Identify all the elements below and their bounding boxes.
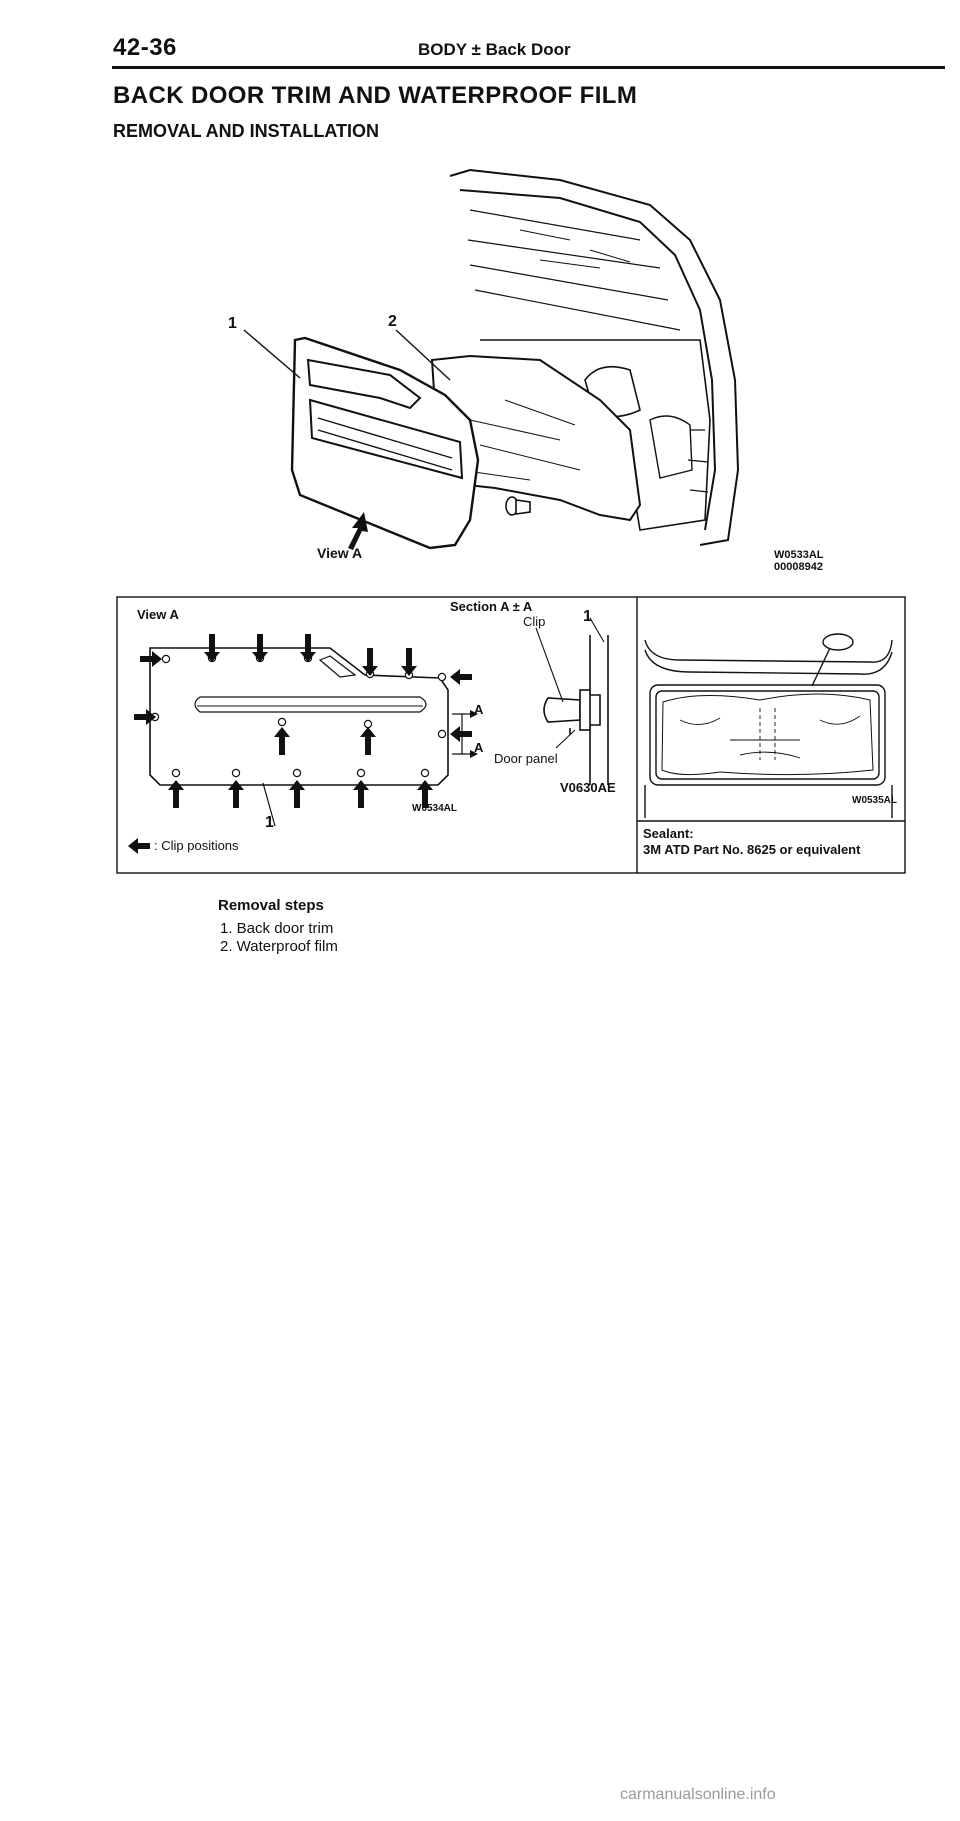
page-title: BACK DOOR TRIM AND WATERPROOF FILM (113, 82, 638, 109)
view-code: W0534AL (412, 803, 458, 814)
callout-1-view: 1 (265, 814, 274, 831)
view-a-label: View A (317, 545, 363, 561)
section-code: V0630AE (560, 780, 616, 795)
clip-label: Clip (523, 614, 546, 629)
removal-step: 1. Back door trim (220, 920, 334, 937)
section-a-a-label: Section A ± A (450, 599, 533, 614)
detail-view-a-label: View A (137, 607, 179, 622)
page-subtitle: REMOVAL AND INSTALLATION (113, 121, 379, 141)
section-marker-a-bottom: A (474, 740, 484, 755)
callout-2: 2 (388, 313, 397, 330)
section-marker-a-top: A (474, 702, 484, 717)
sealant-value: 3M ATD Part No. 8625 or equivalent (643, 842, 861, 857)
callout-1: 1 (228, 315, 237, 332)
watermark: carmanualsonline.info (620, 1786, 776, 1803)
door-panel-label: Door panel (494, 751, 558, 766)
page-number: 42-36 (113, 34, 177, 61)
figure-code: W0533AL (774, 549, 824, 561)
sealant-label: Sealant: (643, 826, 694, 841)
removal-steps-title: Removal steps (218, 897, 324, 914)
removal-steps-list (220, 920, 338, 956)
back-door-illustration (0, 0, 960, 600)
removal-step: 2. Waterproof film (220, 938, 338, 955)
film-code: W0535AL (852, 795, 898, 806)
figure-code-number: 00008942 (774, 561, 823, 573)
header-section-title: BODY ± Back Door (418, 40, 571, 59)
clip-positions-legend: : Clip positions (154, 838, 239, 853)
callout-1-section: 1 (583, 608, 592, 625)
